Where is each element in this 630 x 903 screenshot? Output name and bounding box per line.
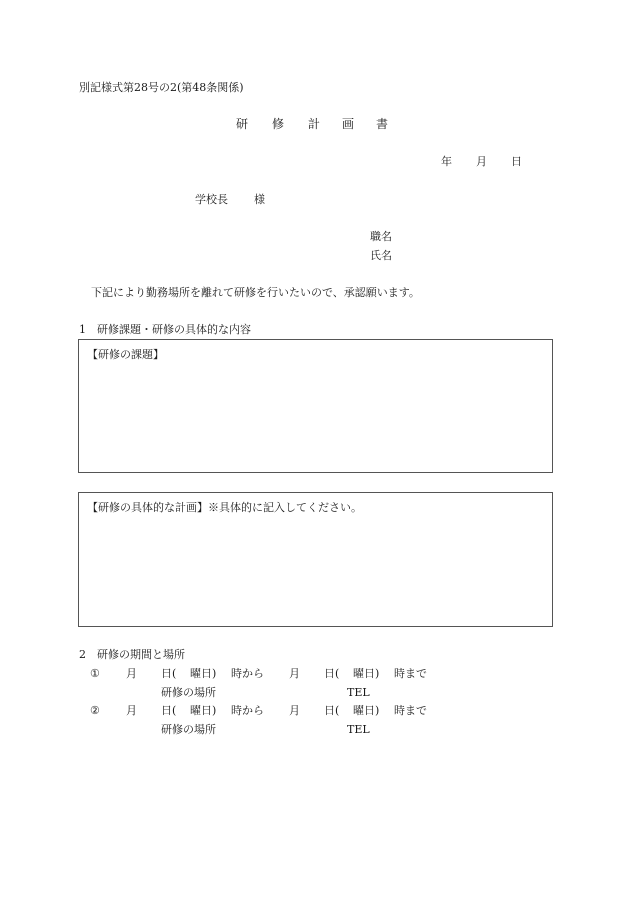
end-time-label: 時まで (394, 704, 427, 717)
start-weekday-label: 曜日) (190, 704, 217, 717)
end-day-label: 日( (324, 667, 340, 680)
form-number-header: 別記様式第28号の2(第48条関係) (79, 81, 244, 94)
title-char: 研 (236, 117, 249, 131)
end-weekday-label: 曜日) (353, 667, 380, 680)
research-topic-box[interactable] (78, 339, 553, 473)
start-time-label: 時から (231, 704, 264, 717)
start-time-label: 時から (231, 667, 264, 680)
place-label: 研修の場所 (161, 723, 216, 736)
date-year-label: 年 (441, 155, 452, 168)
end-month-label: 月 (289, 704, 300, 717)
addressee-role: 学校長 (195, 193, 228, 206)
start-month-label: 月 (126, 667, 137, 680)
end-day-label: 日( (324, 704, 340, 717)
title-char: 計 (308, 117, 321, 131)
title-char: 修 (272, 117, 285, 131)
date-day-label: 日 (511, 155, 522, 168)
addressee-suffix: 様 (254, 193, 265, 206)
end-weekday-label: 曜日) (353, 704, 380, 717)
applicant-position-label: 職名 (370, 230, 392, 243)
entry-number: ① (90, 667, 100, 680)
end-time-label: 時まで (394, 667, 427, 680)
document-title (236, 117, 396, 133)
research-plan-label: 【研修の具体的な計画】※具体的に記入してください。 (87, 501, 362, 514)
section1-heading: 1 研修課題・研修の具体的な内容 (79, 323, 251, 336)
start-day-label: 日( (161, 704, 177, 717)
place-label: 研修の場所 (161, 686, 216, 699)
start-month-label: 月 (126, 704, 137, 717)
date-month-label: 月 (476, 155, 487, 168)
title-char: 書 (376, 117, 389, 131)
request-statement: 下記により勤務場所を離れて研修を行いたいので、承認願います。 (91, 286, 420, 299)
section2-heading: 2 研修の期間と場所 (79, 648, 185, 661)
end-month-label: 月 (289, 667, 300, 680)
tel-label: TEL (347, 723, 370, 736)
research-plan-box[interactable] (78, 492, 553, 627)
start-day-label: 日( (161, 667, 177, 680)
tel-label: TEL (347, 686, 370, 699)
title-char: 画 (342, 117, 355, 131)
applicant-name-label: 氏名 (370, 249, 392, 262)
start-weekday-label: 曜日) (190, 667, 217, 680)
research-topic-label: 【研修の課題】 (87, 348, 164, 361)
entry-number: ② (90, 704, 100, 717)
